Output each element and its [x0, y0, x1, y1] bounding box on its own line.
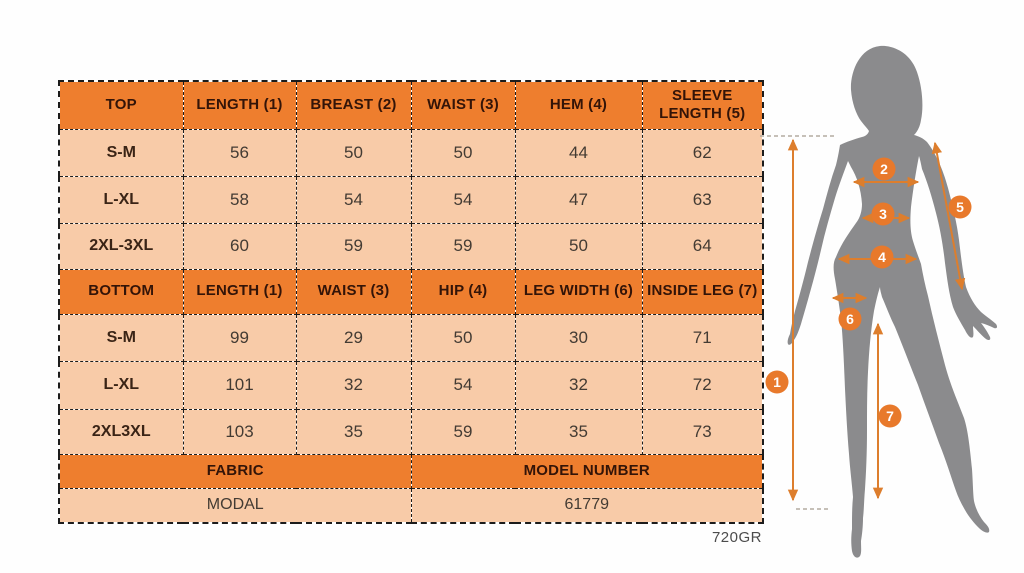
- measurement-value: 35: [296, 409, 411, 454]
- size-label: 2XL3XL: [59, 409, 183, 454]
- column-header-bottom: BOTTOM: [59, 269, 183, 314]
- measurement-value: 56: [183, 129, 296, 176]
- column-header-hem: HEM (4): [515, 81, 642, 129]
- measurement-value: 60: [183, 223, 296, 269]
- measurement-value: 59: [411, 223, 515, 269]
- marker-7-number: 7: [886, 408, 894, 424]
- size-label: L-XL: [59, 361, 183, 409]
- column-header-top: TOP: [59, 81, 183, 129]
- measurement-value: 71: [642, 314, 763, 361]
- table-row: [59, 129, 763, 176]
- measurement-value: 99: [183, 314, 296, 361]
- measurement-value: 58: [183, 176, 296, 223]
- measurement-value: 30: [515, 314, 642, 361]
- marker-6-number: 6: [846, 311, 854, 327]
- column-header-waist: WAIST (3): [411, 81, 515, 129]
- marker-3-number: 3: [879, 206, 887, 222]
- marker-6-badge: [839, 308, 862, 331]
- fabric-header-row: [59, 454, 763, 488]
- column-header-length: LENGTH (1): [183, 81, 296, 129]
- model-number-header: MODEL NUMBER: [411, 454, 763, 488]
- measurement-value: 50: [515, 223, 642, 269]
- fabric-value-row: [59, 488, 763, 523]
- column-header-waist: WAIST (3): [296, 269, 411, 314]
- bottom-header-row: [59, 269, 763, 314]
- measurement-value: 64: [642, 223, 763, 269]
- column-header-length: LENGTH (1): [183, 269, 296, 314]
- female-silhouette: [788, 46, 997, 558]
- size-table: [58, 80, 762, 524]
- marker-2-number: 2: [880, 161, 888, 177]
- marker-5-badge: [949, 196, 972, 219]
- measurement-value: 59: [296, 223, 411, 269]
- measurement-value: 29: [296, 314, 411, 361]
- marker-7-badge: [879, 405, 902, 428]
- measurement-value: 35: [515, 409, 642, 454]
- fabric-value: MODAL: [59, 488, 411, 523]
- model-number-value: 61779: [411, 488, 763, 523]
- measurement-value: 50: [296, 129, 411, 176]
- column-header-breast: BREAST (2): [296, 81, 411, 129]
- table-row: [59, 314, 763, 361]
- measurement-value: 54: [296, 176, 411, 223]
- table-row: [59, 176, 763, 223]
- marker-2-badge: [873, 158, 896, 181]
- marker-1-number: 1: [773, 374, 781, 390]
- marker-3-badge: [872, 203, 895, 226]
- size-label: S-M: [59, 314, 183, 361]
- size-label: S-M: [59, 129, 183, 176]
- size-label: 2XL-3XL: [59, 223, 183, 269]
- measurement-value: 32: [515, 361, 642, 409]
- measurement-value: 63: [642, 176, 763, 223]
- marker-5-number: 5: [956, 199, 964, 215]
- measurement-value: 72: [642, 361, 763, 409]
- measurement-value: 50: [411, 314, 515, 361]
- measurement-value: 54: [411, 361, 515, 409]
- measurement-value: 44: [515, 129, 642, 176]
- measurement-value: 101: [183, 361, 296, 409]
- column-header-sleeve-length: SLEEVE LENGTH (5): [642, 81, 763, 129]
- column-header-leg-width: LEG WIDTH (6): [515, 269, 642, 314]
- table-row: [59, 223, 763, 269]
- table-row: [59, 409, 763, 454]
- body-measurement-diagram: [760, 30, 1024, 570]
- weight-label: 720GR: [711, 529, 762, 546]
- measurement-value: 73: [642, 409, 763, 454]
- fabric-header: FABRIC: [59, 454, 411, 488]
- measurement-value: 50: [411, 129, 515, 176]
- column-header-inside-leg: INSIDE LEG (7): [642, 269, 763, 314]
- measurement-value: 103: [183, 409, 296, 454]
- size-label: L-XL: [59, 176, 183, 223]
- marker-1-badge: [766, 371, 789, 394]
- column-header-hip: HIP (4): [411, 269, 515, 314]
- marker-4-badge: [871, 246, 894, 269]
- measurement-value: 32: [296, 361, 411, 409]
- measurement-value: 47: [515, 176, 642, 223]
- marker-4-number: 4: [878, 249, 886, 265]
- measurement-value: 62: [642, 129, 763, 176]
- table-row: [59, 361, 763, 409]
- measurement-value: 59: [411, 409, 515, 454]
- measurement-value: 54: [411, 176, 515, 223]
- top-header-row: [59, 81, 763, 129]
